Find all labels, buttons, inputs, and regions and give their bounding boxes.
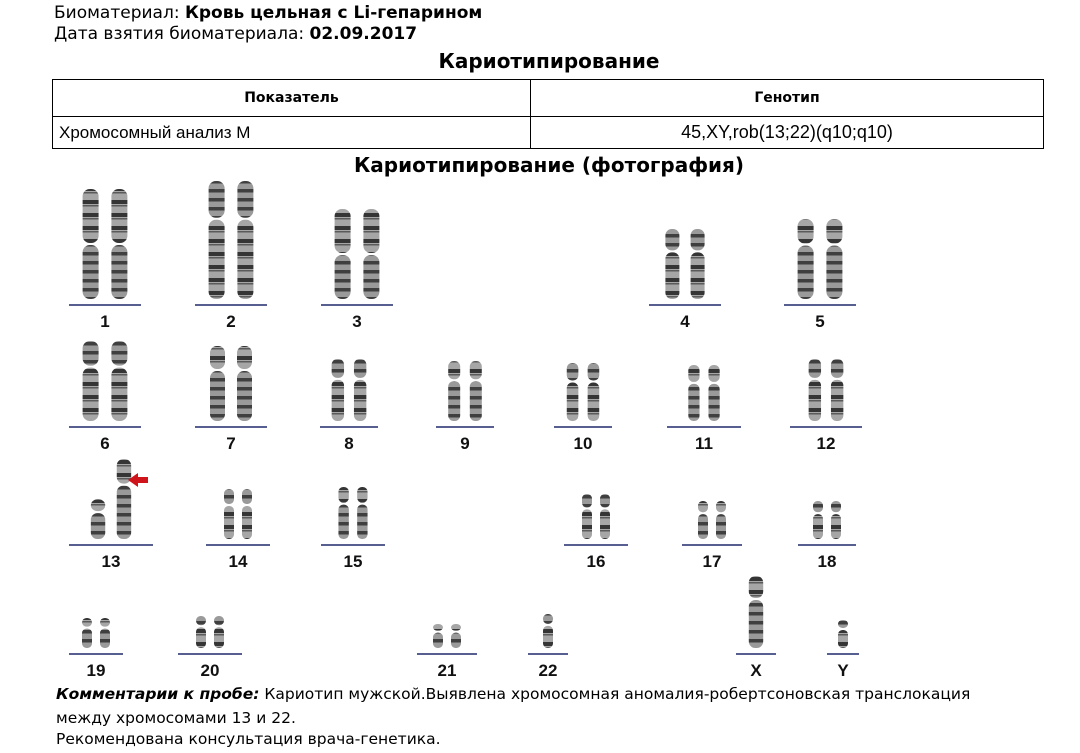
chromosome-10-1-p-arm	[567, 363, 579, 381]
chromosome-8-2-p-arm	[354, 359, 366, 378]
chromosome-17-1-q-arm	[698, 514, 708, 539]
chromosome-5-2-p-arm	[826, 219, 842, 244]
chromosome-label-13: 13	[101, 552, 121, 571]
chromosome-18-2-q-arm	[831, 514, 841, 539]
date-value: 02.09.2017	[309, 24, 418, 44]
chromosome-12-2-q-arm	[831, 380, 843, 421]
chromosome-18-1-q-arm	[813, 514, 823, 539]
chromosome-4-2-q-arm	[691, 252, 705, 299]
chromosome-1-2-q-arm	[111, 245, 127, 299]
chromosome-21-2-p-arm	[451, 624, 461, 631]
chromosome-15-1-p-arm	[338, 487, 348, 503]
chromosome-19-1-p-arm	[82, 618, 92, 627]
chromosome-22-1-p-arm	[543, 614, 553, 624]
chromosome-3-2-p-arm	[363, 209, 379, 253]
chromosome-label-14: 14	[228, 552, 248, 571]
chromosome-2-1-q-arm	[209, 220, 225, 299]
chromosome-label-11: 11	[695, 434, 713, 453]
chromosome-label-22: 22	[538, 661, 558, 680]
chromosome-8-1-p-arm	[332, 359, 344, 378]
chromosome-10-2-p-arm	[588, 363, 600, 381]
chromosome-19-2-q-arm	[100, 629, 110, 648]
chromosome-3-1-q-arm	[335, 255, 351, 299]
chromosome-label-15: 15	[343, 552, 363, 571]
chromosome-5-1-p-arm	[798, 219, 814, 244]
chromosome-label-X: X	[750, 661, 762, 680]
chromosome-1-1-q-arm	[83, 245, 99, 299]
section-title: Кариотипирование	[438, 49, 660, 73]
chromosome-13-1-p-arm	[91, 499, 105, 511]
chromosome-13-2-q-arm	[117, 486, 131, 539]
chromosome-label-3: 3	[352, 312, 362, 331]
chromosome-21-1-p-arm	[433, 624, 443, 631]
chromosome-1-1-p-arm	[83, 189, 99, 243]
chromosome-label-21: 21	[437, 661, 457, 680]
chromosome-13-1-q-arm	[91, 513, 105, 539]
chromosome-11-1-p-arm	[688, 365, 699, 382]
chromosome-label-19: 19	[86, 661, 106, 680]
chromosome-2-1-p-arm	[209, 181, 225, 218]
photo-title: Кариотипирование (фотография)	[353, 153, 745, 177]
chromosome-label-16: 16	[586, 552, 606, 571]
comment-text-2: между хромосомами 13 и 22.	[56, 709, 296, 727]
chromosome-20-1-p-arm	[196, 616, 206, 625]
chromosome-11-2-q-arm	[708, 384, 719, 421]
chromosome-14-2-q-arm	[242, 506, 252, 539]
chromosome-19-1-q-arm	[82, 629, 92, 648]
chromosome-2-2-q-arm	[237, 220, 253, 299]
chromosome-label-9: 9	[460, 434, 470, 453]
chromosome-16-1-q-arm	[582, 509, 592, 539]
chromosome-Y-1-p-arm	[838, 620, 848, 628]
chromosome-9-2-q-arm	[470, 381, 482, 421]
chromosome-label-Y: Y	[837, 661, 849, 680]
chromosome-22-1-q-arm	[543, 626, 553, 648]
chromosome-17-2-q-arm	[716, 514, 726, 539]
chromosome-4-2-p-arm	[691, 229, 705, 250]
chromosome-8-1-q-arm	[332, 380, 344, 421]
chromosome-14-2-p-arm	[242, 489, 252, 504]
biomaterial-label: Биоматериал:	[54, 3, 180, 23]
chromosome-12-1-q-arm	[809, 380, 821, 421]
chromosome-12-2-p-arm	[831, 359, 843, 378]
chromosome-label-18: 18	[817, 552, 837, 571]
chromosome-3-2-q-arm	[363, 255, 379, 299]
chromosome-label-4: 4	[680, 312, 690, 331]
chromosome-3-1-p-arm	[335, 209, 351, 253]
chromosome-label-6: 6	[100, 434, 110, 453]
chromosome-15-1-q-arm	[338, 505, 348, 539]
chromosome-12-1-p-arm	[809, 359, 821, 378]
chromosome-11-2-p-arm	[708, 365, 719, 382]
chromosome-17-1-p-arm	[698, 501, 708, 512]
chromosome-7-2-p-arm	[237, 346, 252, 369]
chromosome-15-2-q-arm	[357, 505, 367, 539]
chromosome-9-1-p-arm	[448, 361, 460, 379]
chromosome-18-2-p-arm	[831, 501, 841, 512]
chromosome-label-10: 10	[573, 434, 593, 453]
col-indicator-header: Показатель	[53, 80, 531, 117]
chromosome-9-1-q-arm	[448, 381, 460, 421]
chromosome-10-2-q-arm	[588, 383, 600, 421]
chromosome-19-2-p-arm	[100, 618, 110, 627]
chromosome-14-1-p-arm	[224, 489, 234, 504]
chromosome-21-1-q-arm	[433, 633, 443, 648]
date-label: Дата взятия биоматериала:	[54, 24, 305, 44]
indicator-cell: Хромосомный анализ М	[53, 117, 531, 149]
chromosome-16-2-p-arm	[600, 494, 610, 507]
chromosome-5-2-q-arm	[826, 246, 842, 299]
chromosome-9-2-p-arm	[470, 361, 482, 379]
chromosome-Y-1-q-arm	[838, 630, 848, 648]
chromosome-16-1-p-arm	[582, 494, 592, 507]
chromosome-21-2-q-arm	[451, 633, 461, 648]
chromosome-15-2-p-arm	[357, 487, 367, 503]
chromosome-16-2-q-arm	[600, 509, 610, 539]
chromosome-X-1-p-arm	[749, 576, 763, 598]
chromosome-7-1-q-arm	[210, 371, 225, 421]
chromosome-8-2-q-arm	[354, 380, 366, 421]
chromosome-label-1: 1	[100, 312, 110, 331]
chromosome-10-1-q-arm	[567, 383, 579, 421]
chromosome-11-1-q-arm	[688, 384, 699, 421]
chromosome-label-2: 2	[226, 312, 236, 331]
chromosome-2-2-p-arm	[237, 181, 253, 218]
chromosome-6-1-p-arm	[83, 341, 99, 366]
chromosome-1-2-p-arm	[111, 189, 127, 243]
chromosome-label-17: 17	[702, 552, 722, 571]
comment-text-1: Кариотип мужской.Выявлена хромосомная аномалия-робертсоновская транслокация	[264, 685, 971, 703]
chromosome-7-1-p-arm	[210, 346, 225, 369]
chromosome-5-1-q-arm	[798, 246, 814, 299]
biomaterial-value: Кровь цельная с Li-гепарином	[184, 3, 483, 23]
chromosome-4-1-p-arm	[665, 229, 679, 250]
chromosome-6-2-p-arm	[111, 341, 127, 366]
chromosome-6-2-q-arm	[111, 368, 127, 421]
chromosome-20-2-p-arm	[214, 616, 224, 625]
chromosome-label-12: 12	[816, 434, 836, 453]
comment-line-1	[56, 685, 970, 704]
chromosome-label-7: 7	[226, 434, 236, 453]
col-genotype-header: Генотип	[531, 80, 1044, 117]
chromosome-17-2-p-arm	[716, 501, 726, 512]
comment-label: Комментарии к пробе:	[56, 685, 260, 703]
chromosome-18-1-p-arm	[813, 501, 823, 512]
chromosome-label-20: 20	[200, 661, 220, 680]
chromosome-6-1-q-arm	[83, 368, 99, 421]
genotype-cell: 45,XY,rob(13;22)(q10;q10)	[531, 117, 1044, 149]
chromosome-label-5: 5	[815, 312, 825, 331]
chromosome-X-1-q-arm	[749, 600, 763, 648]
chromosome-7-2-q-arm	[237, 371, 252, 421]
chromosome-14-1-q-arm	[224, 506, 234, 539]
chromosome-20-2-q-arm	[214, 627, 224, 648]
comment-text-3: Рекомендована консультация врача-генетика.	[56, 730, 441, 748]
chromosome-20-1-q-arm	[196, 627, 206, 648]
chromosome-label-8: 8	[344, 434, 354, 453]
chromosome-4-1-q-arm	[665, 252, 679, 299]
